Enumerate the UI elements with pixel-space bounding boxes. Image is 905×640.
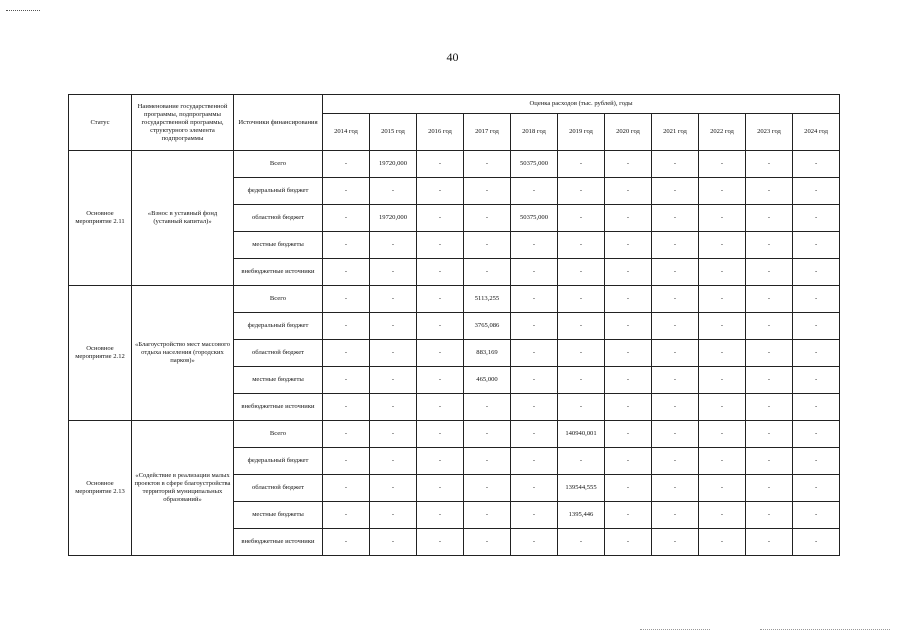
value-cell: -	[464, 178, 511, 205]
value-cell: -	[746, 475, 793, 502]
value-cell: -	[652, 367, 699, 394]
value-cell: -	[323, 232, 370, 259]
header-year: 2023 год	[746, 114, 793, 151]
header-year: 2018 год	[511, 114, 558, 151]
value-cell: -	[699, 367, 746, 394]
value-cell: -	[699, 502, 746, 529]
value-cell: -	[605, 421, 652, 448]
header-year: 2015 год	[370, 114, 417, 151]
value-cell: -	[511, 475, 558, 502]
value-cell: -	[464, 448, 511, 475]
value-cell: -	[699, 259, 746, 286]
value-cell: -	[511, 448, 558, 475]
value-cell: -	[746, 394, 793, 421]
value-cell: -	[699, 286, 746, 313]
value-cell: -	[652, 502, 699, 529]
value-cell: -	[323, 178, 370, 205]
value-cell: -	[699, 178, 746, 205]
budget-table	[68, 94, 840, 556]
value-cell: -	[793, 394, 840, 421]
value-cell: -	[511, 529, 558, 556]
value-cell: -	[370, 502, 417, 529]
value-cell: 465,000	[464, 367, 511, 394]
scan-corner-mark	[6, 10, 40, 11]
value-cell: -	[652, 475, 699, 502]
value-cell: -	[699, 448, 746, 475]
value-cell: -	[558, 340, 605, 367]
value-cell: -	[746, 502, 793, 529]
value-cell: -	[370, 340, 417, 367]
value-cell: -	[323, 529, 370, 556]
source-cell: внебюджетные источники	[234, 394, 323, 421]
value-cell: -	[370, 529, 417, 556]
value-cell: -	[746, 448, 793, 475]
value-cell: -	[652, 421, 699, 448]
value-cell: -	[464, 394, 511, 421]
value-cell: -	[558, 394, 605, 421]
value-cell: -	[652, 259, 699, 286]
status-cell: Основное мероприятие 2.11	[69, 151, 132, 286]
value-cell: -	[558, 232, 605, 259]
value-cell: -	[793, 151, 840, 178]
table-row	[69, 421, 840, 448]
source-cell: Всего	[234, 286, 323, 313]
value-cell: -	[558, 259, 605, 286]
value-cell: -	[605, 232, 652, 259]
value-cell: -	[464, 475, 511, 502]
value-cell: -	[558, 313, 605, 340]
value-cell: -	[652, 340, 699, 367]
value-cell: -	[511, 232, 558, 259]
value-cell: -	[652, 529, 699, 556]
value-cell: -	[511, 367, 558, 394]
table-row	[69, 286, 840, 313]
value-cell: -	[464, 232, 511, 259]
value-cell: -	[323, 367, 370, 394]
value-cell: -	[558, 448, 605, 475]
value-cell: -	[793, 421, 840, 448]
value-cell: -	[417, 232, 464, 259]
header-year: 2022 год	[699, 114, 746, 151]
value-cell: 19720,000	[370, 151, 417, 178]
value-cell: -	[605, 151, 652, 178]
value-cell: 140940,001	[558, 421, 605, 448]
value-cell: -	[605, 529, 652, 556]
value-cell: -	[793, 529, 840, 556]
value-cell: -	[746, 367, 793, 394]
source-cell: областной бюджет	[234, 340, 323, 367]
value-cell: -	[605, 448, 652, 475]
value-cell: -	[370, 394, 417, 421]
value-cell: -	[417, 421, 464, 448]
value-cell: -	[746, 313, 793, 340]
value-cell: -	[511, 502, 558, 529]
header-year: 2024 год	[793, 114, 840, 151]
value-cell: -	[699, 340, 746, 367]
value-cell: -	[746, 259, 793, 286]
value-cell: -	[417, 286, 464, 313]
value-cell: -	[746, 178, 793, 205]
value-cell: 1395,446	[558, 502, 605, 529]
value-cell: -	[558, 205, 605, 232]
value-cell: -	[370, 232, 417, 259]
value-cell: -	[699, 394, 746, 421]
value-cell: -	[605, 259, 652, 286]
value-cell: -	[464, 205, 511, 232]
value-cell: -	[746, 421, 793, 448]
source-cell: Всего	[234, 421, 323, 448]
value-cell: -	[746, 232, 793, 259]
value-cell: -	[793, 340, 840, 367]
value-cell: -	[511, 178, 558, 205]
value-cell: -	[511, 313, 558, 340]
value-cell: -	[511, 259, 558, 286]
value-cell: -	[511, 340, 558, 367]
value-cell: -	[746, 205, 793, 232]
program-name-cell: «Взнос в уставный фонд (уставный капитал)»	[132, 151, 234, 286]
value-cell: 19720,000	[370, 205, 417, 232]
value-cell: -	[605, 367, 652, 394]
value-cell: -	[699, 205, 746, 232]
header-year: 2020 год	[605, 114, 652, 151]
value-cell: -	[370, 475, 417, 502]
source-cell: федеральный бюджет	[234, 313, 323, 340]
value-cell: -	[417, 502, 464, 529]
value-cell: -	[417, 205, 464, 232]
value-cell: -	[652, 151, 699, 178]
value-cell: -	[605, 286, 652, 313]
value-cell: -	[652, 448, 699, 475]
value-cell: -	[370, 367, 417, 394]
value-cell: -	[323, 151, 370, 178]
value-cell: -	[652, 313, 699, 340]
value-cell: -	[417, 367, 464, 394]
page-number: 40	[446, 50, 459, 64]
value-cell: -	[746, 151, 793, 178]
value-cell: -	[417, 151, 464, 178]
source-cell: местные бюджеты	[234, 367, 323, 394]
header-status: Статус	[69, 95, 132, 151]
value-cell: -	[464, 502, 511, 529]
source-cell: Всего	[234, 151, 323, 178]
value-cell: -	[558, 367, 605, 394]
table-row	[69, 151, 840, 178]
value-cell: -	[370, 313, 417, 340]
value-cell: -	[699, 475, 746, 502]
value-cell: -	[370, 286, 417, 313]
value-cell: -	[793, 502, 840, 529]
source-cell: областной бюджет	[234, 475, 323, 502]
source-cell: местные бюджеты	[234, 232, 323, 259]
value-cell: -	[323, 313, 370, 340]
value-cell: -	[417, 178, 464, 205]
source-cell: федеральный бюджет	[234, 448, 323, 475]
value-cell: -	[605, 178, 652, 205]
value-cell: -	[323, 475, 370, 502]
value-cell: -	[417, 394, 464, 421]
value-cell: -	[323, 448, 370, 475]
value-cell: -	[558, 151, 605, 178]
scan-edge-mark	[640, 629, 710, 630]
program-name-cell: «Содействие в реализации малых проектов в сфере благоустройства территорий муниципальных образований»	[132, 421, 234, 556]
value-cell: -	[558, 286, 605, 313]
value-cell: -	[793, 367, 840, 394]
value-cell: -	[605, 502, 652, 529]
source-cell: внебюджетные источники	[234, 259, 323, 286]
value-cell: -	[746, 286, 793, 313]
value-cell: -	[417, 340, 464, 367]
value-cell: -	[370, 178, 417, 205]
value-cell: -	[323, 421, 370, 448]
value-cell: -	[793, 232, 840, 259]
value-cell: 50375,000	[511, 151, 558, 178]
program-name-cell: «Благоустройство мест массового отдыха населения (городских парков)»	[132, 286, 234, 421]
value-cell: -	[464, 259, 511, 286]
header-year: 2016 год	[417, 114, 464, 151]
value-cell: -	[323, 205, 370, 232]
value-cell: -	[699, 151, 746, 178]
value-cell: -	[746, 529, 793, 556]
value-cell: -	[417, 448, 464, 475]
value-cell: -	[605, 340, 652, 367]
value-cell: -	[793, 205, 840, 232]
value-cell: -	[464, 529, 511, 556]
value-cell: -	[417, 529, 464, 556]
value-cell: -	[464, 151, 511, 178]
value-cell: -	[652, 394, 699, 421]
value-cell: -	[793, 286, 840, 313]
value-cell: -	[699, 232, 746, 259]
value-cell: -	[699, 529, 746, 556]
value-cell: -	[323, 394, 370, 421]
value-cell: -	[511, 286, 558, 313]
value-cell: -	[558, 529, 605, 556]
value-cell: -	[793, 475, 840, 502]
value-cell: -	[511, 394, 558, 421]
value-cell: -	[323, 340, 370, 367]
value-cell: 883,169	[464, 340, 511, 367]
header-sources: Источники финансирования	[234, 95, 323, 151]
value-cell: -	[605, 475, 652, 502]
value-cell: -	[417, 475, 464, 502]
value-cell: -	[323, 286, 370, 313]
status-cell: Основное мероприятие 2.12	[69, 286, 132, 421]
header-year: 2017 год	[464, 114, 511, 151]
header-year: 2021 год	[652, 114, 699, 151]
value-cell: -	[464, 421, 511, 448]
value-cell: -	[793, 259, 840, 286]
value-cell: -	[793, 313, 840, 340]
value-cell: -	[370, 259, 417, 286]
source-cell: внебюджетные источники	[234, 529, 323, 556]
header-estimate: Оценка расходов (тыс. рублей), годы	[323, 95, 840, 114]
source-cell: местные бюджеты	[234, 502, 323, 529]
value-cell: -	[370, 421, 417, 448]
value-cell: -	[605, 313, 652, 340]
header-year: 2019 год	[558, 114, 605, 151]
header-program-name: Наименование государственной программы, подпрограммы государственной программы, структурного элемента подпрограммы	[132, 95, 234, 151]
value-cell: -	[323, 502, 370, 529]
value-cell: -	[417, 313, 464, 340]
scan-edge-mark	[760, 629, 890, 630]
value-cell: -	[370, 448, 417, 475]
header-year: 2014 год	[323, 114, 370, 151]
value-cell: 3765,086	[464, 313, 511, 340]
value-cell: -	[511, 421, 558, 448]
value-cell: -	[699, 421, 746, 448]
value-cell: 139544,555	[558, 475, 605, 502]
source-cell: федеральный бюджет	[234, 178, 323, 205]
value-cell: -	[746, 340, 793, 367]
value-cell: -	[699, 313, 746, 340]
value-cell: -	[323, 259, 370, 286]
value-cell: -	[417, 259, 464, 286]
value-cell: -	[652, 232, 699, 259]
value-cell: -	[652, 286, 699, 313]
value-cell: -	[605, 205, 652, 232]
value-cell: -	[652, 178, 699, 205]
value-cell: 5113,255	[464, 286, 511, 313]
value-cell: -	[605, 394, 652, 421]
source-cell: областной бюджет	[234, 205, 323, 232]
value-cell: -	[793, 178, 840, 205]
value-cell: -	[793, 448, 840, 475]
value-cell: -	[652, 205, 699, 232]
status-cell: Основное мероприятие 2.13	[69, 421, 132, 556]
value-cell: -	[558, 178, 605, 205]
value-cell: 50375,000	[511, 205, 558, 232]
